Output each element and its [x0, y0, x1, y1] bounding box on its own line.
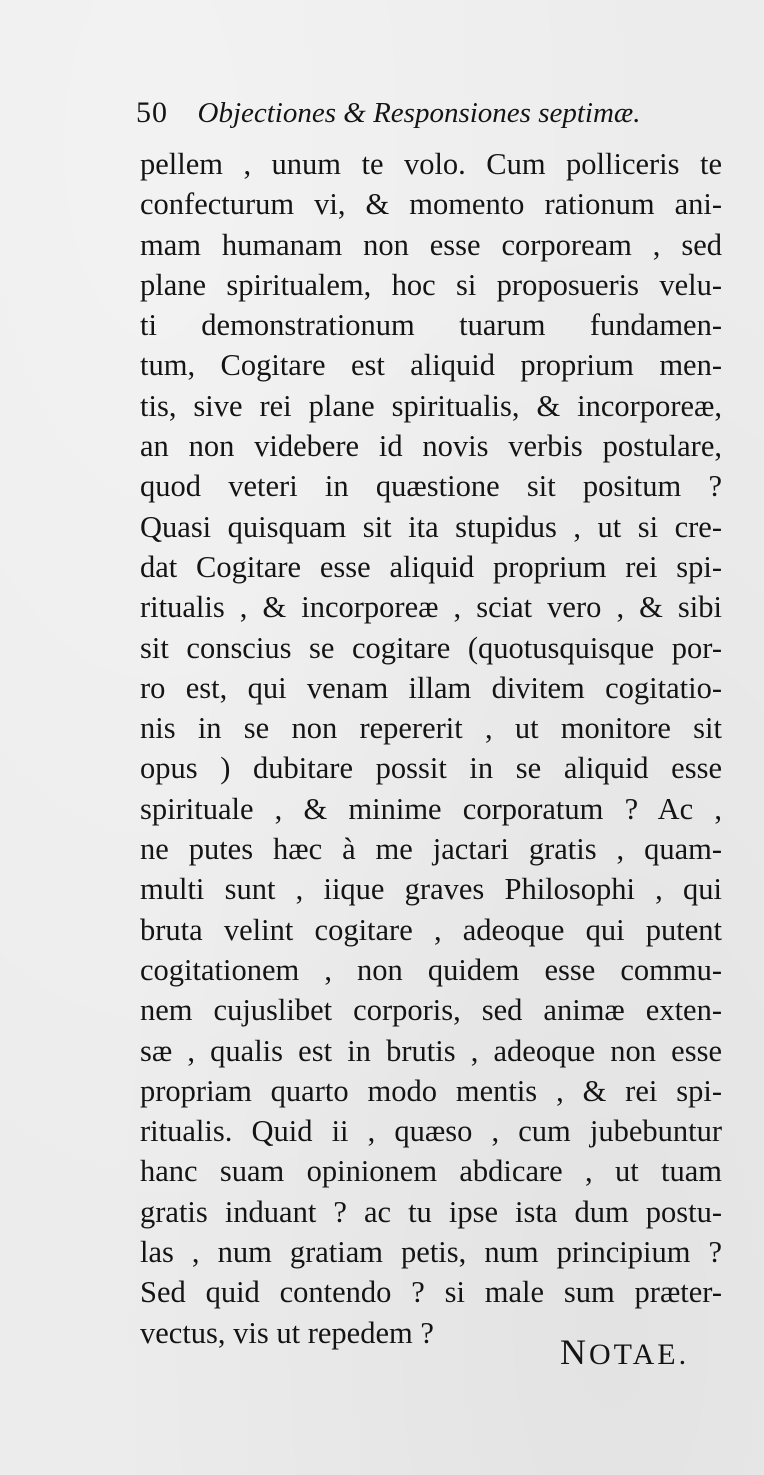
text-line: confecturum vi, & momento rationum ani-	[140, 187, 722, 222]
text-line: mam humanam non esse corpoream , sed	[140, 227, 722, 262]
body-text	[140, 144, 722, 1353]
running-title: Objectiones & Responsiones septimæ.	[197, 97, 641, 129]
text-line: nem cujuslibet corporis, sed animæ exten-	[140, 993, 722, 1028]
text-line: gratis induant ? ac tu ipse ista dum postu-	[140, 1194, 722, 1229]
catchword: NOTAE.	[560, 1332, 690, 1372]
text-line: spirituale , & minime corporatum ? Ac ,	[140, 791, 722, 826]
text-line: Quasi quisquam sit ita stupidus , ut si cre-	[140, 509, 722, 544]
text-line: plane spiritualem, hoc si proposueris velu-	[140, 267, 722, 302]
page-header	[136, 92, 726, 134]
text-line: sæ , qualis est in brutis , adeoque non esse	[140, 1033, 722, 1068]
text-line: pellem , unum te volo. Cum polliceris te	[140, 147, 722, 181]
text-line: cogitationem , non quidem esse commu-	[140, 952, 722, 987]
page-number: 50	[136, 96, 168, 129]
text-line: nis in se non repererit , ut monitore sit	[140, 711, 722, 746]
text-line: sit conscius se cogitare (quotusquisque por-	[140, 630, 722, 665]
text-line: opus ) dubitare possit in se aliquid esse	[140, 751, 722, 786]
text-line: las , num gratiam petis, num principium ?	[140, 1235, 722, 1270]
text-line: an non videbere id novis verbis postulare,	[140, 429, 722, 464]
text-line: ritualis , & incorporeæ , sciat vero , & sibi	[140, 590, 722, 625]
text-line: tum, Cogitare est aliquid proprium men-	[140, 348, 722, 383]
text-line: ro est, qui venam illam divitem cogitatio-	[140, 670, 722, 705]
text-line: propriam quarto modo mentis , & rei spi-	[140, 1073, 722, 1108]
text-line: ne putes hæc à me jactari gratis , quam-	[140, 832, 722, 867]
text-line: multi sunt , iique graves Philosophi , qui	[140, 872, 722, 907]
text-line: Sed quid contendo ? si male sum præter-	[140, 1275, 722, 1310]
text-line: vectus, vis ut repedem ?	[140, 1315, 434, 1350]
text-line: quod veteri in quæstione sit positum ?	[140, 469, 722, 504]
text-line: ti demonstrationum tuarum fundamen-	[140, 308, 722, 343]
text-line: ritualis. Quid ii , quæso , cum jubebuntur	[140, 1114, 722, 1149]
text-line: tis, sive rei plane spiritualis, & incorporeæ,	[140, 388, 722, 423]
text-line: bruta velint cogitare , adeoque qui putent	[140, 912, 722, 947]
text-line: dat Cogitare esse aliquid proprium rei spi-	[140, 549, 722, 584]
text-line: hanc suam opinionem abdicare , ut tuam	[140, 1154, 722, 1189]
